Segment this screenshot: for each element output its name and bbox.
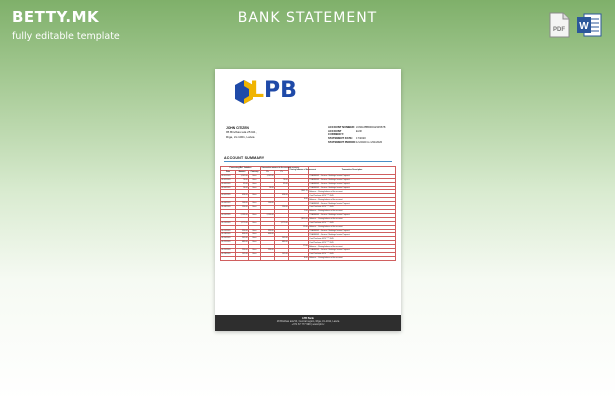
transactions-table <box>220 166 396 261</box>
table-cell: TRANSFER – Service / Bookings Invoice Payment <box>309 186 396 190</box>
table-cell: 01/02/2020 <box>221 178 236 182</box>
table-sub-header: Amount <box>236 170 249 174</box>
svg-text:PDF: PDF <box>553 27 565 33</box>
table-cell: Balance – Closing balance of the account <box>309 256 396 260</box>
table-cell: 76.00 <box>275 178 289 182</box>
table-cell: 16.00 <box>236 186 249 190</box>
meta-row <box>328 130 385 137</box>
table-cell: 01/01/2020 <box>221 174 236 178</box>
table-cell: TRANSFER – Service / Bookings Invoice Payment <box>309 229 396 233</box>
meta-row <box>328 141 385 145</box>
meta-value: 1/1/2020 to 1/31/2020 <box>356 140 383 144</box>
table-cell: 01/05/2020 <box>221 194 236 198</box>
table-cell: 7,845.15 <box>289 190 309 194</box>
table-cell: 496.00 <box>236 194 249 198</box>
table-cell <box>221 256 236 260</box>
table-cell <box>275 256 289 260</box>
customer-address <box>226 126 257 139</box>
table-cell: 1,141.00 <box>236 174 249 178</box>
meta-value: EUR <box>356 129 362 133</box>
table-group-header: Transaction Description <box>309 167 396 175</box>
meta-key: ACCOUNT CURRENCY: <box>328 129 344 137</box>
table-group-header: Closing balance of the account <box>289 167 309 175</box>
table-cell: Euro <box>249 182 261 186</box>
table-cell: Euro <box>249 252 261 256</box>
table-cell: 01/18/2020 <box>221 233 236 237</box>
table-cell: 2,133.00 <box>261 213 275 217</box>
table-cell: 201.00 <box>275 237 289 241</box>
table-cell: 101.00 <box>275 252 289 256</box>
table-cell: Euro <box>249 206 261 210</box>
customer-address-line: Riga, LV-1001, Latvia <box>226 134 255 139</box>
meta-value: LV60LPBB00012345678 <box>356 126 386 129</box>
table-cell: Balance – Closing balance of the account <box>309 198 396 202</box>
table-cell: Card Purchase 4570 **** 2045 <box>309 237 396 241</box>
table-cell: Euro <box>249 233 261 237</box>
table-cell: Balance – Closing balance of the account <box>309 190 396 194</box>
table-cell: Euro <box>249 178 261 182</box>
table-cell: Euro <box>249 202 261 206</box>
table-cell: 600.00 <box>236 233 249 237</box>
statement-footer <box>215 315 401 331</box>
table-cell: Card Purchase 4570 **** 2045 <box>309 194 396 198</box>
svg-text:W: W <box>579 21 589 32</box>
meta-key: STATEMENT DATE: <box>328 137 353 141</box>
brand-logo: BETTY.MK <box>12 8 100 26</box>
section-divider <box>224 161 392 162</box>
table-cell: 12.60 <box>289 225 309 229</box>
table-cell: Euro <box>249 237 261 241</box>
section-title: ACCOUNT SUMMARY <box>224 156 265 160</box>
lpb-logo-text: LPB <box>250 78 297 103</box>
table-cell: Euro <box>249 241 261 245</box>
table-cell: 01/04/2020 <box>221 186 236 190</box>
table-cell: 2,133.00 <box>236 213 249 217</box>
table-sub-header: Date <box>221 170 236 174</box>
table-cell: Card Purchase 4570 **** 2045 <box>309 241 396 245</box>
table-cell: 990.00 <box>236 229 249 233</box>
table-cell <box>236 256 249 260</box>
customer-address-line: 95 Brivibas iela 25 Rd., <box>226 130 257 135</box>
table-sub-header: Dr <box>261 170 275 174</box>
table-cell: Card Purchase 4570 **** 2045 <box>309 206 396 210</box>
statement-preview <box>215 69 401 331</box>
table-cell: 76.00 <box>236 178 249 182</box>
table-cell: Card Purchase 4570 **** 2045 <box>309 252 396 256</box>
table-cell: 290.00 <box>236 249 249 253</box>
table-cell: 01/25/2020 <box>221 249 236 253</box>
table-cell: 32.00 <box>275 182 289 186</box>
table-cell: Euro <box>249 229 261 233</box>
table-cell: 01/20/2020 <box>221 237 236 241</box>
table-cell: 01/03/2020 <box>221 182 236 186</box>
table-cell: 7,812.00 <box>289 217 309 221</box>
table-cell: Euro <box>249 249 261 253</box>
table-cell: 01/13/2020 <box>221 221 236 225</box>
meta-value: 17/2020 <box>356 137 366 141</box>
table-cell: 190.00 <box>275 206 289 210</box>
table-cell: 01/22/2020 <box>221 241 236 245</box>
table-cell: 32.00 <box>236 182 249 186</box>
table-cell: 100.00 <box>261 202 275 206</box>
table-cell: 01/10/2020 <box>221 213 236 217</box>
table-cell: TRANSFER – Service / Bookings Invoice Payment <box>309 213 396 217</box>
brand-subtitle: fully editable template <box>12 31 120 42</box>
table-cell: 01/08/2020 <box>221 206 236 210</box>
table-cell: 16.00 <box>261 186 275 190</box>
table-cell: 1,171.00 <box>236 221 249 225</box>
table-cell: 689.00 <box>236 241 249 245</box>
customer-name: JOHN CITIZEN <box>226 126 249 130</box>
statement-meta <box>328 126 385 145</box>
table-cell: Euro <box>249 186 261 190</box>
table-cell: Balance – Closing balance of the account <box>309 217 396 221</box>
table-cell: Euro <box>249 213 261 217</box>
table-cell: 01/15/2020 <box>221 229 236 233</box>
table-cell: 290.00 <box>261 249 275 253</box>
meta-key: ACCOUNT NUMBER: <box>328 126 355 129</box>
table-cell: 100.00 <box>236 202 249 206</box>
footer-bank-name: LPB Bank <box>302 316 314 320</box>
page-title: BANK STATEMENT <box>237 10 378 26</box>
table-cell: 190.00 <box>236 206 249 210</box>
table-cell: Card Purchase 4570 **** 2045 <box>309 221 396 225</box>
table-sub-header: Cr <box>275 170 289 174</box>
table-cell: 17.00 <box>289 245 309 249</box>
table-cell: TRANSFER – Service / Bookings Invoice Payment <box>309 174 396 178</box>
table-cell: 01/06/2020 <box>221 202 236 206</box>
table-cell: TRANSFER – Service / Bookings Invoice Payment <box>309 182 396 186</box>
table-cell: 01/28/2020 <box>221 252 236 256</box>
table-cell: TRANSFER – Service / Bookings Invoice Payment <box>309 202 396 206</box>
meta-key: STATEMENT PERIOD: <box>328 140 356 144</box>
table-cell: Euro <box>249 221 261 225</box>
table-group-header: Transaction amount in the account currency <box>261 167 300 169</box>
table-cell: 1,171.00 <box>275 221 289 225</box>
table-cell: Balance – Closing balance of the account <box>309 209 396 213</box>
table-cell: 689.00 <box>275 241 289 245</box>
table-cell <box>261 256 275 260</box>
table-cell: 990.00 <box>261 229 275 233</box>
table-sub-header: Currency <box>249 170 261 174</box>
table-cell: Balance – Closing balance of the account <box>309 225 396 229</box>
table-cell: 101.00 <box>236 252 249 256</box>
table-row <box>221 256 396 260</box>
table-cell: TRANSFER – Service / Bookings Invoice Payment <box>309 249 396 253</box>
table-cell: 201.00 <box>236 237 249 241</box>
table-cell: TRANSFER – Service / Bookings Invoice Payment <box>309 178 396 182</box>
word-file-icon[interactable] <box>576 12 602 43</box>
table-cell: Euro <box>249 174 261 178</box>
table-cell: 1,141.00 <box>261 174 275 178</box>
table-cell: 8.00 <box>289 256 309 260</box>
table-group-header: Processing/Ref. Variation <box>221 167 261 171</box>
table-cell: 496.00 <box>275 194 289 198</box>
table-cell: 600.00 <box>261 233 275 237</box>
table-cell: TRANSFER – Service / Bookings Invoice Payment <box>309 233 396 237</box>
table-cell <box>249 256 261 260</box>
table-cell: 1.00 <box>289 209 309 213</box>
footer-address: 18 Brivibas iela 54, Central region, Riga, LV-1011, Latvia <box>276 319 340 323</box>
footer-contact: +371 67 777 999 | www.lpb.lv <box>291 322 325 326</box>
pdf-file-icon[interactable] <box>548 12 570 43</box>
table-cell: 6.00 <box>289 198 309 202</box>
table-cell: Balance – Closing balance of the account <box>309 245 396 249</box>
table-cell: Euro <box>249 194 261 198</box>
